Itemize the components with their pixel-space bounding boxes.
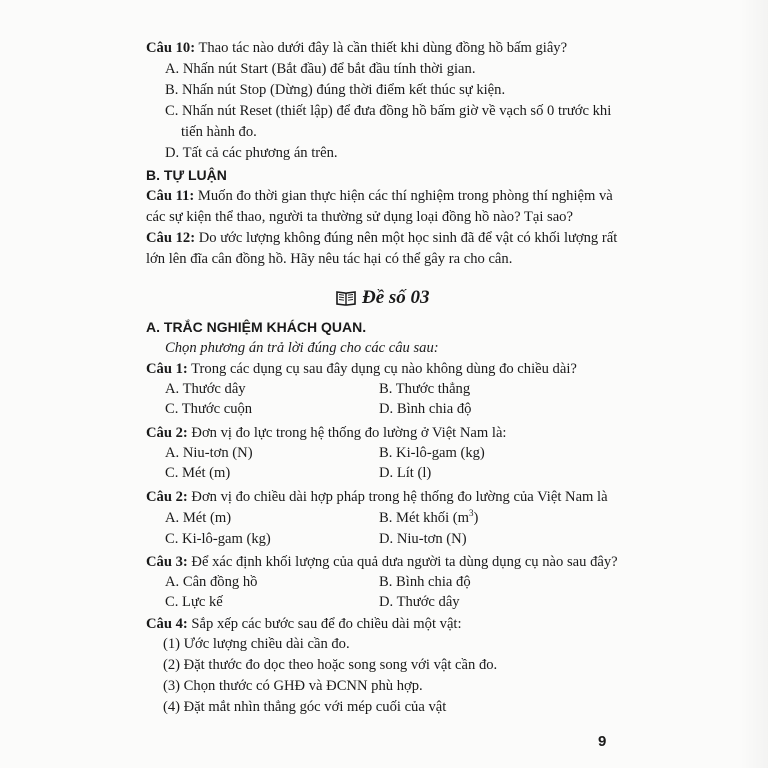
q2-option-b: B. Ki-lô-gam (kg) [379, 445, 485, 461]
q2b-option-b: B. Mét khối $(m^3)$ [379, 508, 479, 526]
instruction-text: Chọn phương án trả lời đúng cho các câu sau: [165, 340, 439, 356]
question-11-cont: các sự kiện thể thao, người ta thường sử dụng loại đồng hồ nào? Tại sao? [146, 209, 573, 225]
q2b-option-a: A. Mét (m) [165, 510, 232, 526]
q3-option-d: D. Thước dây [379, 594, 460, 610]
question-2b: Câu 2: Đơn vị đo chiều dài hợp pháp trong hệ thống đo lường của Việt Nam là [146, 489, 608, 505]
q4-step-2: (2) Đặt thước đo dọc theo hoặc song song với vật cần đo. [163, 657, 498, 673]
q3-option-c: C. Lực kế [165, 594, 223, 610]
q4-step-3: (3) Chọn thước có GHĐ và ĐCNN phù hợp. [163, 678, 423, 694]
section-b-heading: B. TỰ LUẬN [146, 167, 227, 183]
q2-option-c: C. Mét (m) [165, 465, 231, 481]
q1-option-c: C. Thước cuộn [165, 401, 253, 417]
question-10: Câu 10: Thao tác nào dưới đây là cần thiết khi dùng đồng hồ bấm giây? [146, 40, 568, 56]
q10-option-c: C. Nhấn nút Reset (thiết lập) để đưa đồng hồ bấm giờ về vạch số 0 trước khi [165, 103, 612, 119]
question-12: Câu 12: Do ước lượng không đúng nên một học sinh đã để vật có khối lượng rất [146, 230, 618, 246]
q2b-option-d: D. Niu-tơn (N) [379, 531, 467, 547]
question-4: Câu 4: Sắp xếp các bước sau để đo chiều dài một vật: [146, 616, 462, 632]
q10-option-a: A. Nhấn nút Start (Bắt đầu) để bắt đầu tính thời gian. [165, 61, 476, 77]
q10-option-d: D. Tất cả các phương án trên. [165, 145, 338, 161]
question-1: Câu 1: Trong các dụng cụ sau đây dụng cụ nào không dùng đo chiều dài? [146, 361, 577, 377]
q10-option-c-cont: tiến hành đo. [181, 124, 257, 140]
q2b-option-c: C. Ki-lô-gam (kg) [165, 531, 271, 547]
q10-option-b: B. Nhấn nút Stop (Dừng) đúng thời điểm kết thúc sự kiện. [165, 82, 506, 98]
question-3: Câu 3: Để xác định khối lượng của quả dưa người ta dùng dụng cụ nào sau đây? [146, 554, 618, 570]
book-icon [336, 289, 356, 313]
q2-option-d: D. Lít (l) [379, 465, 432, 481]
q3-option-a: A. Cân đồng hồ [165, 574, 258, 590]
page-number: 9 [598, 733, 607, 750]
q2-option-a: A. Niu-tơn (N) [165, 445, 253, 461]
question-12-cont: lớn lên đĩa cân đồng hồ. Hãy nêu tác hại có thể gây ra cho cân. [146, 251, 513, 267]
q1-option-a: A. Thước dây [165, 381, 246, 397]
q4-step-4: (4) Đặt mắt nhìn thẳng góc với mép cuối của vật [163, 699, 447, 715]
exam-title: Đề số 03 [336, 286, 430, 313]
q3-option-b: B. Bình chia độ [379, 574, 471, 590]
q1-option-d: D. Bình chia độ [379, 401, 472, 417]
question-2: Câu 2: Đơn vị đo lực trong hệ thống đo lường ở Việt Nam là: [146, 425, 507, 441]
q1-option-b: B. Thước thẳng [379, 381, 471, 397]
page-edge-shadow [740, 0, 768, 768]
q4-step-1: (1) Ước lượng chiều dài cần đo. [163, 636, 350, 652]
question-11: Câu 11: Muốn đo thời gian thực hiện các thí nghiệm trong phòng thí nghiệm và [146, 188, 613, 204]
section-a-heading: A. TRẮC NGHIỆM KHÁCH QUAN. [146, 319, 367, 335]
